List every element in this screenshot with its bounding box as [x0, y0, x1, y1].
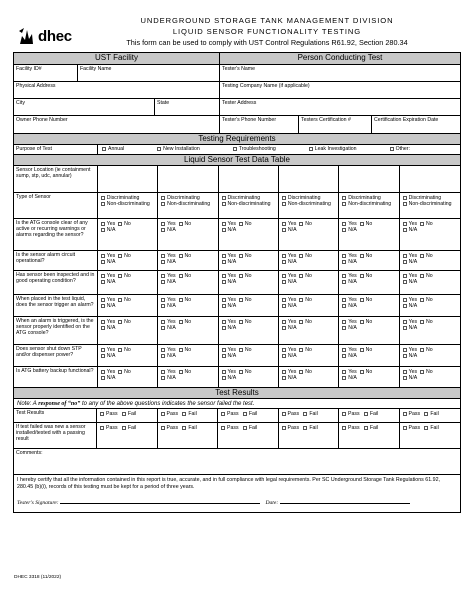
question-label: Has sensor been inspected and in good operating condition?: [14, 271, 98, 294]
pass-fail-options[interactable]: Pass Fail: [97, 423, 158, 448]
purpose-annual[interactable]: Annual: [102, 146, 124, 153]
yes-no-na-options[interactable]: Yes No N/A: [98, 295, 158, 316]
pass-fail-options[interactable]: Pass Fail: [97, 409, 158, 422]
sensor-location-1[interactable]: [98, 166, 158, 192]
date-field[interactable]: [280, 503, 410, 504]
question-row: [14, 271, 460, 295]
pass-fail-options[interactable]: Pass Fail: [339, 423, 400, 448]
facility-row-1: [14, 65, 460, 82]
question-row: [14, 345, 460, 367]
form-title: LIQUID SENSOR FUNCTIONALITY TESTING: [172, 27, 362, 36]
yes-no-na-options[interactable]: Yes No N/A: [339, 251, 399, 270]
sensor-type-1[interactable]: Discriminating Non-discriminating: [98, 193, 158, 218]
yes-no-na-options[interactable]: Yes No N/A: [400, 295, 460, 316]
sensor-location-3[interactable]: [219, 166, 279, 192]
yes-no-na-options[interactable]: Yes No N/A: [98, 345, 158, 366]
city-field[interactable]: City: [14, 99, 155, 115]
question-row: [14, 219, 460, 251]
sensor-type-5[interactable]: Discriminating Non-discriminating: [339, 193, 399, 218]
yes-no-na-options[interactable]: Yes No N/A: [219, 271, 279, 294]
yes-no-na-options[interactable]: Yes No N/A: [400, 317, 460, 344]
pass-fail-options[interactable]: Pass Fail: [400, 409, 461, 422]
person-conducting-header: Person Conducting Test: [220, 53, 460, 64]
sensor-type-2[interactable]: Discriminating Non-discriminating: [158, 193, 218, 218]
yes-no-na-options[interactable]: Yes No N/A: [158, 251, 218, 270]
pass-fail-options[interactable]: Pass Fail: [279, 423, 340, 448]
question-label: Is ATG battery backup functional?: [14, 367, 98, 387]
tester-cert-field[interactable]: Testers Certification #: [299, 116, 372, 133]
purpose-troubleshooting[interactable]: Troubleshooting: [233, 146, 276, 153]
purpose-label: Purpose of Test: [14, 145, 98, 154]
yes-no-na-options[interactable]: Yes No N/A: [400, 345, 460, 366]
retest-label: If test failed was new a sensor installed/tested with a passing result: [14, 423, 97, 448]
yes-no-na-options[interactable]: Yes No N/A: [279, 367, 339, 387]
question-row: [14, 251, 460, 271]
facility-name-field[interactable]: Facility Name: [78, 65, 220, 81]
question-rows: [14, 219, 460, 388]
question-label: When an alarm is triggered, is the sensor properly identified on the ATG console?: [14, 317, 98, 344]
question-label: When placed in the test liquid, does the sensor trigger an alarm?: [14, 295, 98, 316]
certification-block: [14, 475, 460, 513]
yes-no-na-options[interactable]: Yes No N/A: [339, 295, 399, 316]
sensor-location-6[interactable]: [400, 166, 460, 192]
tester-address-field[interactable]: Tester Address: [222, 100, 257, 106]
test-results-header: Test Results: [14, 388, 460, 399]
date-label: Date:: [265, 500, 279, 506]
yes-no-na-options[interactable]: Yes No N/A: [279, 295, 339, 316]
sensor-location-4[interactable]: [279, 166, 339, 192]
question-label: Is the sensor alarm circuit operational?: [14, 251, 98, 270]
yes-no-na-options[interactable]: Yes No N/A: [339, 367, 399, 387]
yes-no-na-options[interactable]: Yes No N/A: [219, 251, 279, 270]
pass-fail-options[interactable]: Pass Fail: [400, 423, 461, 448]
pass-fail-options[interactable]: Pass Fail: [218, 423, 279, 448]
yes-no-na-options[interactable]: Yes No N/A: [219, 345, 279, 366]
purpose-options: [98, 145, 460, 154]
sensor-location-5[interactable]: [339, 166, 399, 192]
ust-facility-header: UST Facility: [14, 53, 220, 64]
yes-no-na-options[interactable]: Yes No N/A: [400, 251, 460, 270]
cert-expiration-field[interactable]: Certification Expiration Date: [374, 117, 439, 123]
sensor-location-row: [14, 166, 460, 193]
division-title: UNDERGROUND STORAGE TANK MANAGEMENT DIVISION: [140, 16, 394, 25]
yes-no-na-options[interactable]: Yes No N/A: [400, 367, 460, 387]
question-row: [14, 367, 460, 388]
test-results-label: Test Results: [14, 409, 97, 422]
facility-row-2: [14, 82, 460, 99]
palmetto-tree-icon: [18, 26, 38, 46]
facility-row-4: [14, 116, 460, 134]
facility-row-3: [14, 99, 460, 116]
yes-no-na-options[interactable]: Yes No N/A: [98, 251, 158, 270]
facility-id-field[interactable]: Facility ID#: [14, 65, 78, 81]
yes-no-na-options[interactable]: Yes No N/A: [98, 271, 158, 294]
form-id: DHEC 3318 (11/2022): [14, 575, 62, 580]
pass-fail-options[interactable]: Pass Fail: [218, 409, 279, 422]
question-label: Does sensor shut down STP and/or dispenser power?: [14, 345, 98, 366]
yes-no-na-options[interactable]: Yes No N/A: [158, 317, 218, 344]
yes-no-na-options[interactable]: Yes No N/A: [279, 345, 339, 366]
signature-line: [17, 500, 457, 507]
yes-no-na-options[interactable]: Yes No N/A: [339, 271, 399, 294]
yes-no-na-options[interactable]: Yes No N/A: [219, 219, 279, 250]
question-row: [14, 317, 460, 345]
purpose-other[interactable]: Other:: [390, 146, 410, 153]
yes-no-na-options[interactable]: Yes No N/A: [158, 219, 218, 250]
signature-field[interactable]: [60, 503, 260, 504]
yes-no-na-options[interactable]: Yes No N/A: [98, 219, 158, 250]
purpose-new-installation[interactable]: New Installation: [157, 146, 200, 153]
sensor-location-label: Sensor Location (ie containment sump, stp, udc, annular): [14, 166, 98, 192]
pass-fail-options[interactable]: Pass Fail: [158, 409, 219, 422]
yes-no-na-options[interactable]: Yes No N/A: [219, 295, 279, 316]
purpose-leak-investigation[interactable]: Leak Investigation: [309, 146, 357, 153]
form-subtitle: This form can be used to comply with UST Control Regulations R61.92, Section 280.34: [126, 38, 408, 47]
liquid-sensor-header: Liquid Sensor Test Data Table: [14, 155, 460, 166]
tester-phone-field[interactable]: Tester's Phone Number: [220, 116, 299, 133]
sensor-type-label: Type of Sensor: [14, 193, 98, 218]
sensor-type-4[interactable]: Discriminating Non-discriminating: [279, 193, 339, 218]
pass-fail-options[interactable]: Pass Fail: [339, 409, 400, 422]
section-header-row: [14, 53, 460, 65]
pass-fail-options[interactable]: Pass Fail: [158, 423, 219, 448]
retest-row: [14, 423, 460, 449]
yes-no-na-options[interactable]: Yes No N/A: [158, 345, 218, 366]
results-note: Note: A response of “no” to any of the above questions indicates the sensor failed the test.: [14, 399, 460, 409]
sensor-type-6[interactable]: Discriminating Non-discriminating: [400, 193, 460, 218]
testing-company-field[interactable]: Testing Company Name (if applicable): [222, 83, 310, 89]
tester-name-field[interactable]: Tester's Name: [222, 66, 255, 72]
test-results-row: [14, 409, 460, 423]
pass-fail-cells: [97, 409, 460, 422]
yes-no-na-options[interactable]: Yes No N/A: [158, 367, 218, 387]
yes-no-na-options[interactable]: Yes No N/A: [158, 295, 218, 316]
sensor-type-row: [14, 193, 460, 219]
comments-field[interactable]: Comments:: [16, 450, 43, 456]
yes-no-na-options[interactable]: Yes No N/A: [279, 317, 339, 344]
certification-text: I hereby certify that all the information contained in this report is true, accurate, and in full compliance with legal requirements. Per SC Underground Storage Tank Regulations 61.92, 280.45 (b)(i), records of this testing must be kept for a period of three years.: [17, 477, 441, 490]
owner-phone-field[interactable]: Owner Phone Number: [14, 116, 220, 133]
logo-text: dhec: [38, 28, 72, 45]
physical-address-field[interactable]: Physical Address: [14, 82, 220, 98]
testing-requirements-header: Testing Requirements: [14, 134, 460, 145]
comments-row: [14, 449, 460, 475]
yes-no-na-options[interactable]: Yes No N/A: [339, 317, 399, 344]
yes-no-na-options[interactable]: Yes No N/A: [98, 367, 158, 387]
yes-no-na-options[interactable]: Yes No N/A: [400, 219, 460, 250]
sensor-type-3[interactable]: Discriminating Non-discriminating: [219, 193, 279, 218]
purpose-row: [14, 145, 460, 155]
retest-pass-fail-cells: [97, 423, 460, 448]
yes-no-na-options[interactable]: Yes No N/A: [219, 367, 279, 387]
sensor-location-2[interactable]: [158, 166, 218, 192]
yes-no-na-options[interactable]: Yes No N/A: [279, 271, 339, 294]
yes-no-na-options[interactable]: Yes No N/A: [279, 251, 339, 270]
pass-fail-options[interactable]: Pass Fail: [279, 409, 340, 422]
yes-no-na-options[interactable]: Yes No N/A: [158, 271, 218, 294]
yes-no-na-options[interactable]: Yes No N/A: [98, 317, 158, 344]
state-field[interactable]: State: [155, 99, 220, 115]
yes-no-na-options[interactable]: Yes No N/A: [219, 317, 279, 344]
form-body: [13, 52, 461, 513]
question-row: [14, 295, 460, 317]
yes-no-na-options[interactable]: Yes No N/A: [339, 219, 399, 250]
yes-no-na-options[interactable]: Yes No N/A: [279, 219, 339, 250]
signature-label: Tester's Signature:: [17, 500, 59, 506]
yes-no-na-options[interactable]: Yes No N/A: [339, 345, 399, 366]
yes-no-na-options[interactable]: Yes No N/A: [400, 271, 460, 294]
question-label: Is the ATG console clear of any active or recurring warnings or alarms regarding the sensor?: [14, 219, 98, 250]
